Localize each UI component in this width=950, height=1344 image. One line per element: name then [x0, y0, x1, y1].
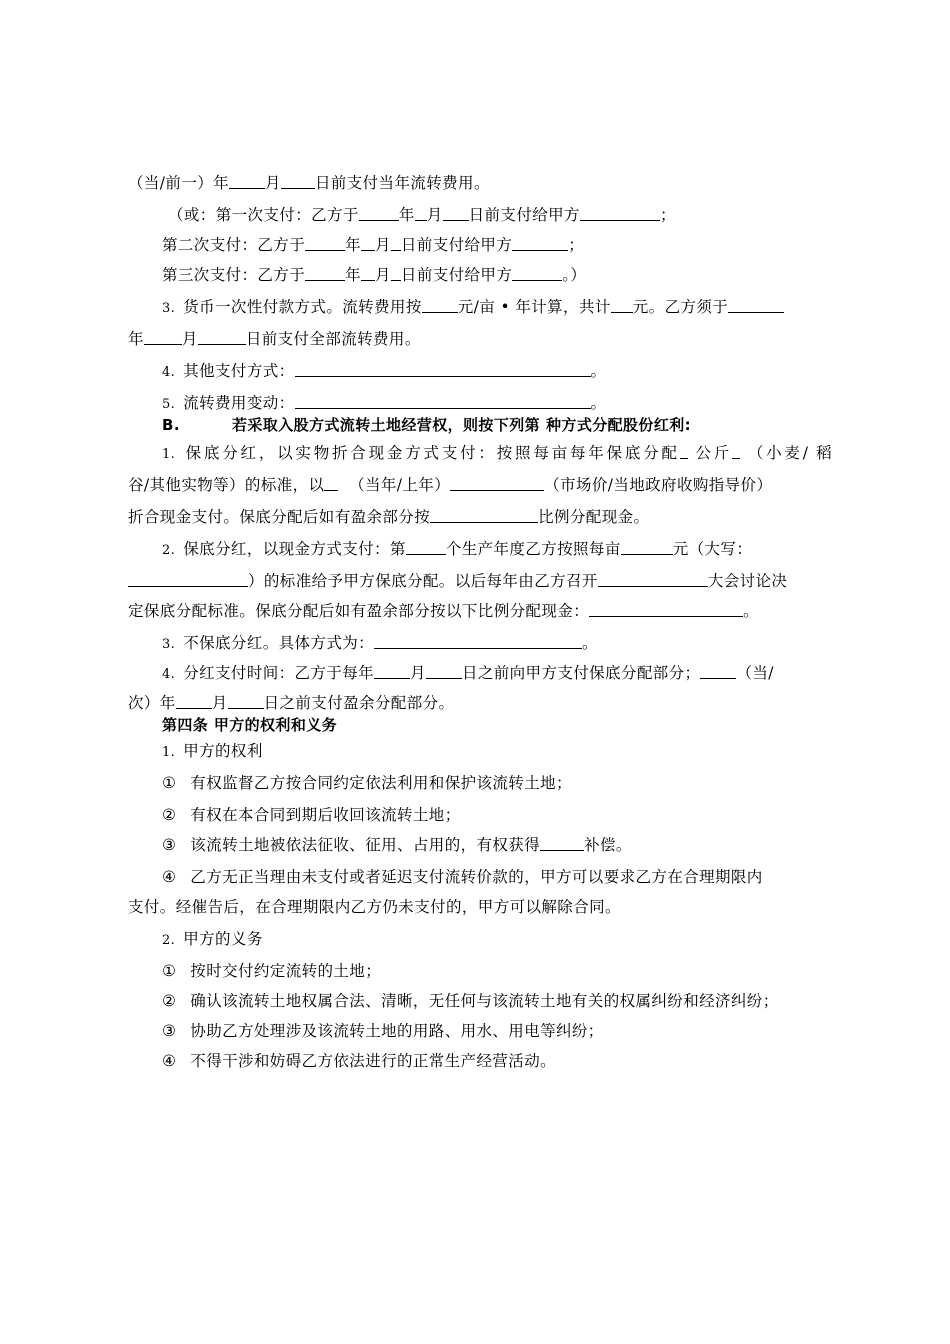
b1-text: （小麦/ 稻 — [747, 444, 832, 462]
section-letter: B. — [162, 416, 180, 434]
b1-text: （市场价/当地政府收购指导价） — [544, 476, 773, 494]
blank-day-field[interactable] — [198, 329, 246, 345]
year-label: 年 — [345, 236, 362, 254]
blank-kg-field[interactable] — [680, 443, 688, 459]
b2-line2 — [128, 570, 838, 592]
b1-text: 公斤 — [695, 444, 733, 462]
second-prefix: 第二次支付：乙方于 — [162, 236, 306, 254]
third-prefix: 第三次支付：乙方于 — [162, 266, 306, 284]
blank-month-field[interactable] — [229, 173, 265, 189]
blank-yuan-field[interactable] — [621, 539, 673, 555]
item-mark: ① — [162, 774, 177, 792]
blank-fee-change-field[interactable] — [295, 393, 591, 409]
item-3-text: 元/亩 • 年计算，共计 — [457, 298, 611, 316]
b1-text: 折合现金支付。保底分配后如有盈余部分按 — [128, 508, 431, 526]
duty-item — [162, 1020, 872, 1042]
duty-item — [162, 1050, 872, 1072]
month-label: 月 — [410, 664, 426, 682]
b2-text: 元（大写： — [672, 540, 753, 558]
b3-label: 不保底分红。具体方式为： — [183, 634, 375, 652]
blank-year-choice-field[interactable] — [324, 475, 338, 491]
blank-choice-field[interactable] — [700, 663, 736, 679]
b2-text: 大会讨论决 — [707, 572, 788, 590]
blank-month-field[interactable] — [361, 235, 375, 251]
rights-heading — [162, 740, 872, 764]
right-text: 有权在本合同到期后收回该流转土地； — [190, 806, 461, 824]
month-label: 月 — [265, 174, 281, 192]
b3-line — [162, 632, 872, 656]
blank-month-field[interactable] — [144, 329, 182, 345]
year-label: 年 — [345, 266, 362, 284]
end-punct: 。 — [590, 362, 607, 380]
blank-day-field[interactable] — [228, 693, 264, 709]
b1-text: 谷/其他实物等）的标准，以 — [128, 476, 325, 494]
b1-text: （当年/上年） — [349, 476, 451, 494]
blank-rate-field[interactable] — [422, 297, 458, 313]
b2-line3 — [128, 600, 838, 622]
end-punct: 。） — [562, 266, 587, 284]
item-3-text: 货币一次性付款方式。流转费用按 — [183, 298, 422, 316]
b1-line2 — [128, 474, 838, 496]
installment-first-line — [168, 204, 878, 226]
b2-line1 — [162, 538, 872, 562]
right-text: 支付。经催告后，在合理期限内乙方仍未支付的，甲方可以解除合同。 — [128, 898, 621, 916]
item-number: 4. — [162, 667, 176, 682]
month-label: 月 — [375, 236, 391, 254]
blank-amount-field[interactable] — [580, 205, 660, 221]
item-5-label: 流转费用变动： — [183, 394, 295, 412]
year-label: 年 — [398, 206, 415, 224]
blank-amount-field[interactable] — [512, 235, 568, 251]
b4-text: 分红支付时间：乙方于每年 — [183, 664, 375, 682]
end-punct: 。 — [582, 634, 598, 652]
item-mark: ② — [162, 992, 177, 1010]
blank-month-field[interactable] — [176, 693, 212, 709]
blank-month-field[interactable] — [374, 663, 410, 679]
end-punct: 。 — [743, 602, 760, 620]
duty-item — [162, 990, 872, 1012]
item-3-line1 — [162, 296, 838, 320]
blank-ratio-field[interactable] — [430, 507, 538, 523]
pay-to-a-label: 日前支付给甲方 — [400, 236, 513, 254]
blank-method-field[interactable] — [374, 633, 582, 649]
pay-to-a-label: 日前支付给甲方 — [468, 206, 580, 224]
right-item — [162, 772, 872, 794]
blank-year-field[interactable] — [305, 265, 345, 281]
blank-day-field[interactable] — [391, 235, 401, 251]
duty-item — [162, 960, 872, 982]
item-number: 2. — [162, 543, 176, 558]
item-number: 3. — [162, 301, 176, 316]
installment-second-line — [162, 234, 872, 256]
b1-text: 保底分红，以实物折合现金方式支付：按照每亩每年保底分配 — [183, 444, 680, 462]
item-mark: ② — [162, 806, 177, 824]
item-5-line — [162, 392, 872, 416]
blank-month-field[interactable] — [361, 265, 375, 281]
right-text: 补偿。 — [584, 836, 632, 854]
b1-text: 比例分配现金。 — [538, 508, 650, 526]
item-mark: ③ — [162, 1022, 177, 1040]
right-item-continued — [128, 896, 838, 918]
duty-text: 不得干涉和妨碍乙方依法进行的正常生产经营活动。 — [190, 1052, 556, 1070]
section-b-title: 种方式分配股份红利: — [546, 416, 692, 434]
blank-month-field[interactable] — [415, 205, 427, 221]
b2-text: 定保底分配标准。保底分配后如有盈余部分按以下比例分配现金： — [128, 602, 590, 620]
item-3-text: 元。乙方须于 — [632, 298, 729, 316]
item-number: 4. — [162, 365, 176, 380]
end-punct: 。 — [590, 394, 607, 412]
year-label: 年 — [128, 330, 144, 348]
item-number: 1. — [162, 745, 176, 760]
blank-compensation-field[interactable] — [540, 835, 584, 851]
item-mark: ③ — [162, 836, 177, 854]
item-mark: ① — [162, 962, 177, 980]
blank-ratio-field[interactable] — [589, 601, 743, 617]
month-label: 月 — [375, 266, 391, 284]
first-prefix: （或：第一次支付：乙方于 — [168, 206, 359, 224]
b4-text: 日之前向甲方支付保底分配部分； — [461, 664, 701, 682]
annual-payment-line — [128, 172, 838, 194]
end-punct: ； — [659, 206, 676, 224]
blank-year-field[interactable] — [305, 235, 345, 251]
article-4-heading — [162, 714, 872, 736]
rights-title: 甲方的权利 — [183, 742, 263, 760]
item-number: 2. — [162, 933, 176, 948]
end-punct: ； — [568, 236, 585, 254]
duty-text: 确认该流转土地权属合法、清晰，无任何与该流转土地有关的权属纠纷和经济纠纷； — [190, 992, 779, 1010]
right-text: 有权监督乙方按合同约定依法利用和保护该流转土地； — [190, 774, 572, 792]
right-text: 该流转土地被依法征收、征用、占用的，有权获得 — [190, 836, 541, 854]
blank-day-field[interactable] — [281, 173, 315, 189]
blank-price-basis-field[interactable] — [450, 475, 544, 491]
right-text: 乙方无正当理由未支付或者延迟支付流转价款的，甲方可以要求乙方在合理期限内 — [190, 868, 763, 886]
item-number: 5. — [162, 397, 176, 412]
blank-year-number-field[interactable] — [406, 539, 446, 555]
blank-day-field[interactable] — [391, 265, 401, 281]
item-3-line2 — [128, 328, 838, 350]
duty-text: 协助乙方处理涉及该流转土地的用路、用水、用电等纠纷； — [190, 1022, 604, 1040]
b4-line2 — [128, 692, 838, 714]
item-number: 1. — [162, 447, 176, 462]
b2-text: ）的标准给予甲方保底分配。以后每年由乙方召开 — [248, 572, 598, 590]
item-number: 3. — [162, 637, 176, 652]
b2-text: 个生产年度乙方按照每亩 — [445, 540, 621, 558]
blank-meeting-field[interactable] — [598, 571, 708, 587]
b1-line3 — [128, 506, 838, 528]
blank-day-field[interactable] — [426, 663, 462, 679]
right-item — [162, 834, 872, 856]
annual-prefix: （当/前一）年 — [128, 174, 230, 192]
duties-heading — [162, 928, 872, 952]
month-label: 月 — [181, 330, 198, 348]
blank-crop-field[interactable] — [732, 443, 740, 459]
b4-text: 日之前支付盈余分配部分。 — [263, 694, 455, 712]
installment-third-line — [162, 264, 872, 286]
blank-capital-amount-field[interactable] — [128, 571, 248, 587]
blank-amount-field[interactable] — [512, 265, 562, 281]
month-label: 月 — [211, 694, 228, 712]
blank-total-field[interactable] — [611, 297, 633, 313]
duty-text: 按时交付约定流转的土地； — [190, 962, 382, 980]
section-b-heading — [162, 414, 872, 436]
item-4-line — [162, 360, 872, 384]
item-4-label: 其他支付方式： — [183, 362, 295, 380]
section-b-title: 若采取入股方式流转土地经营权，则按下列第 — [232, 416, 541, 434]
pay-to-a-label: 日前支付给甲方 — [400, 266, 513, 284]
item-3-text: 日前支付全部流转费用。 — [245, 330, 421, 348]
annual-suffix: 日前支付当年流转费用。 — [314, 174, 490, 192]
b2-text: 保底分红，以现金方式支付：第 — [183, 540, 406, 558]
b4-text: 次）年 — [128, 694, 176, 712]
month-label: 月 — [426, 206, 443, 224]
duties-title: 甲方的义务 — [183, 930, 263, 948]
blank-year-field[interactable] — [359, 205, 399, 221]
item-mark: ④ — [162, 868, 177, 886]
b4-line1 — [162, 662, 872, 686]
b4-text: （当/ — [736, 664, 774, 682]
blank-day-field[interactable] — [443, 205, 469, 221]
b1-line1 — [162, 442, 832, 466]
item-mark: ④ — [162, 1052, 177, 1070]
right-item — [162, 866, 872, 888]
right-item — [162, 804, 872, 826]
blank-other-method-field[interactable] — [295, 361, 591, 377]
blank-year-field[interactable] — [728, 297, 784, 313]
article-4-title: 第四条 甲方的权利和义务 — [162, 716, 338, 734]
